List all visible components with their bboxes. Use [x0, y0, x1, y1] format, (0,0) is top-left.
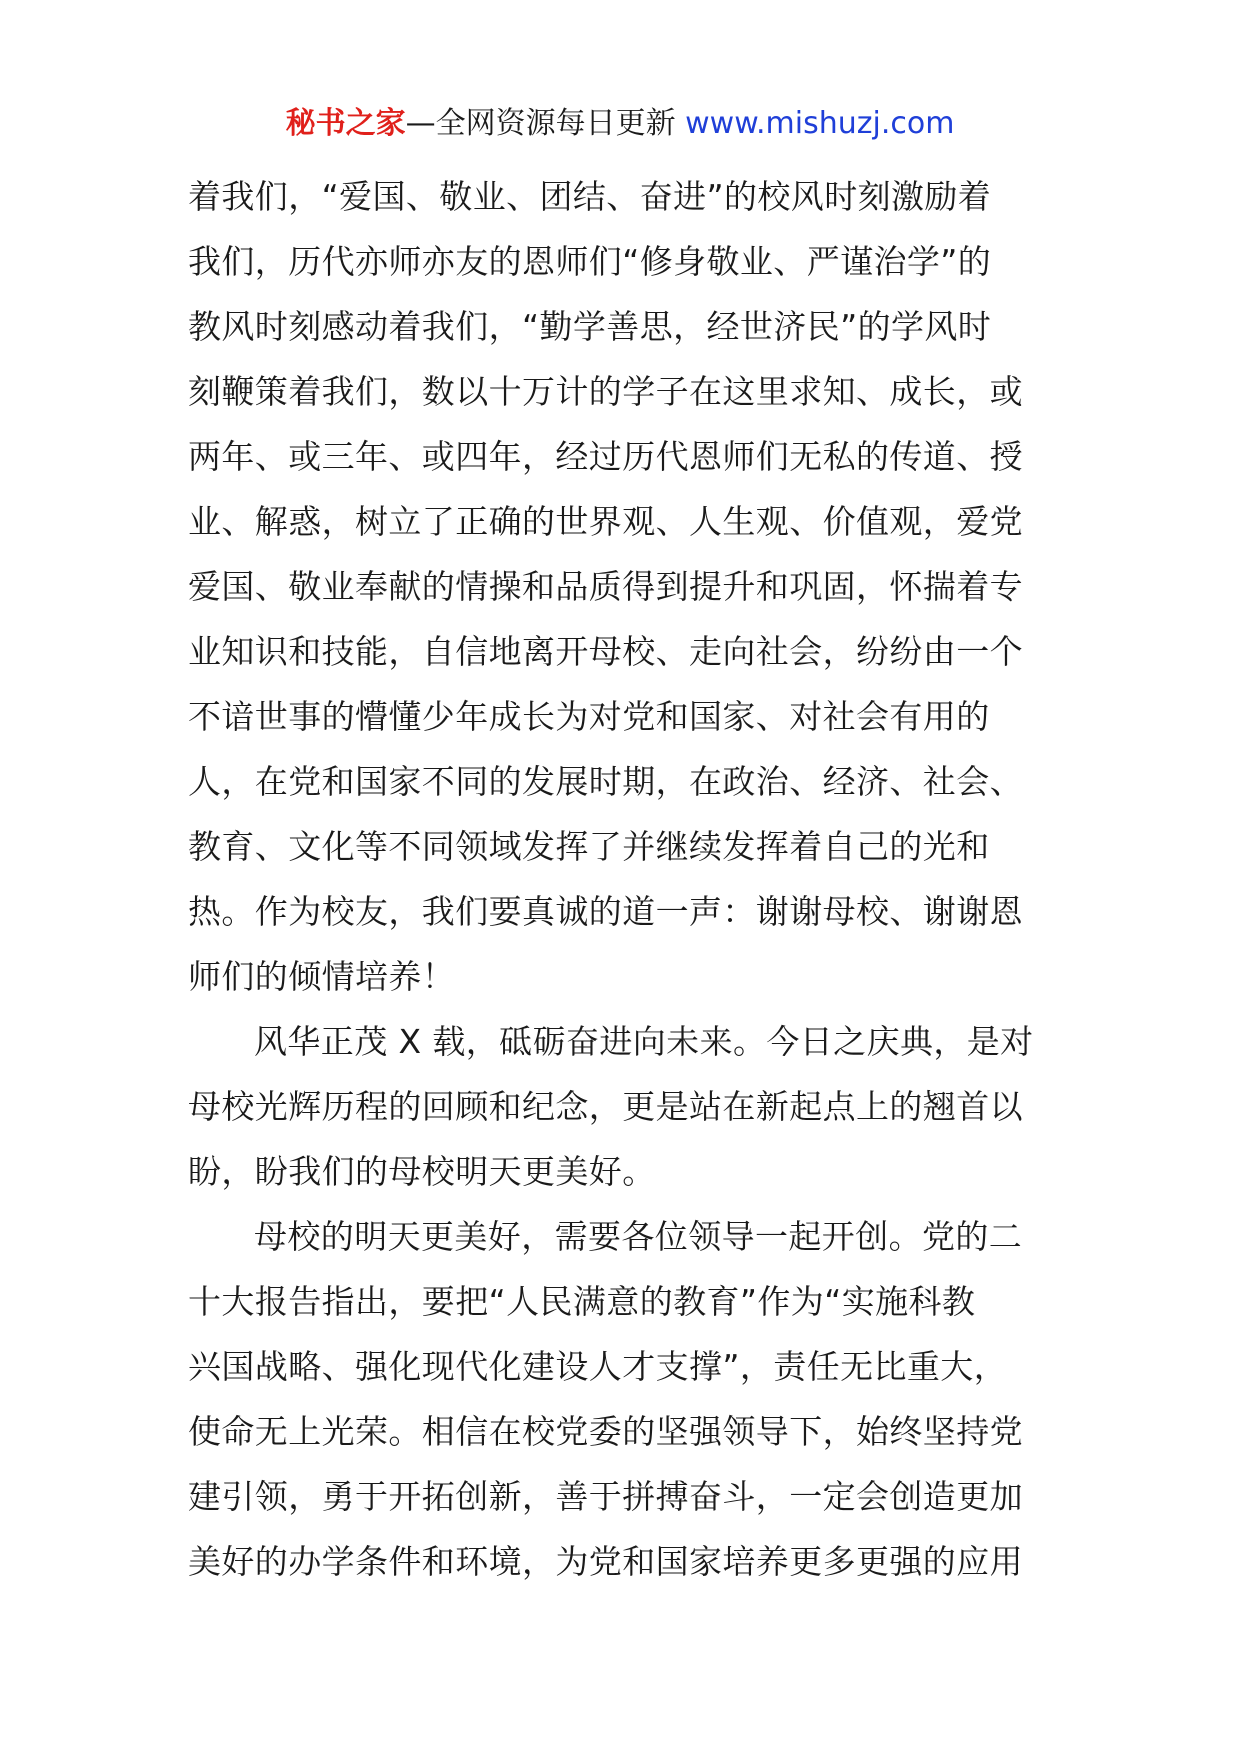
text-line: 业知识和技能，自信地离开母校、走向社会，纷纷由一个 — [188, 632, 1023, 671]
text-line: 母校光辉历程的回顾和纪念，更是站在新起点上的翘首以 — [188, 1087, 1023, 1126]
text-line: 刻鞭策着我们，数以十万计的学子在这里求知、成长，或 — [188, 372, 1023, 411]
text-line: 着我们，“爱国、敬业、团结、奋进”的校风时刻激励着 — [188, 177, 992, 216]
text-line: 我们，历代亦师亦友的恩师们“修身敬业、严谨治学”的 — [188, 242, 992, 281]
text-line: 热。作为校友，我们要真诚的道一声：谢谢母校、谢谢恩 — [188, 892, 1023, 931]
text-line: 师们的倾情培养！ — [188, 957, 456, 996]
text-line: 爱国、敬业奉献的情操和品质得到提升和巩固，怀揣着专 — [188, 567, 1023, 606]
page-header — [0, 100, 1240, 148]
text-line: 兴国战略、强化现代化建设人才支撑”，责任无比重大， — [188, 1347, 1008, 1386]
text-line: 十大报告指出，要把“人民满意的教育”作为“实施科教 — [188, 1282, 976, 1321]
text-line: 使命无上光荣。相信在校党委的坚强领导下，始终坚持党 — [188, 1412, 1023, 1451]
text-line: 教风时刻感动着我们，“勤学善思，经世济民”的学风时 — [188, 307, 992, 346]
paragraph-1 — [188, 164, 1053, 1009]
paragraph-2 — [188, 1009, 1053, 1204]
text-line: 人，在党和国家不同的发展时期，在政治、经济、社会、 — [188, 762, 1023, 801]
header-url-link[interactable]: www.mishuzj.com — [685, 106, 955, 141]
text-line: 两年、或三年、或四年，经过历代恩师们无私的传道、授 — [188, 437, 1023, 476]
text-line: 盼，盼我们的母校明天更美好。 — [188, 1152, 656, 1191]
text-line: 不谙世事的懵懂少年成长为对党和国家、对社会有用的 — [188, 697, 990, 736]
paragraph-3 — [188, 1204, 1053, 1594]
text-line: 美好的办学条件和环境，为党和国家培养更多更强的应用 — [188, 1542, 1023, 1581]
text-line: 教育、文化等不同领域发挥了并继续发挥着自己的光和 — [188, 827, 990, 866]
document-body — [188, 164, 1053, 1594]
text-line: 母校的明天更美好，需要各位领导一起开创。党的二 — [254, 1217, 1023, 1256]
header-brand: 秘书之家 — [285, 106, 406, 141]
text-line: 建引领，勇于开拓创新，善于拼搏奋斗，一定会创造更加 — [188, 1477, 1023, 1516]
header-tagline: —全网资源每日更新 — [405, 106, 676, 141]
text-line: 风华正茂 X 载，砥砺奋进向未来。今日之庆典，是对 — [254, 1022, 1034, 1061]
text-line: 业、解惑，树立了正确的世界观、人生观、价值观，爱党 — [188, 502, 1023, 541]
